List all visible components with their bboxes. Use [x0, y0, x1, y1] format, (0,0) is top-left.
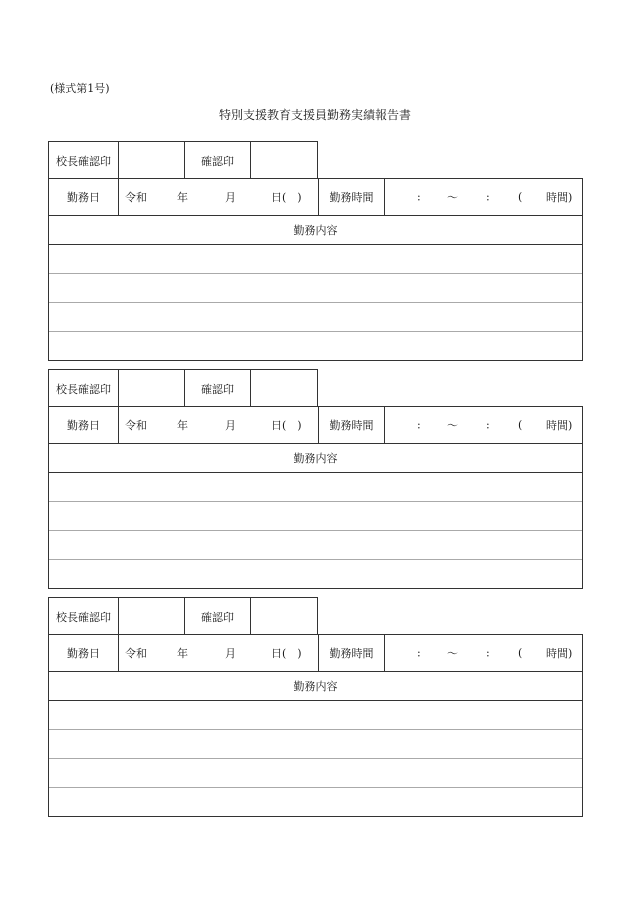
hours-open-paren: ( [518, 190, 523, 204]
report-table [48, 634, 583, 817]
era-label: 令和 [125, 191, 147, 204]
principal-confirm-label: 校長確認印 [49, 370, 119, 407]
principal-confirm-label: 校長確認印 [49, 598, 119, 635]
date-time-row [49, 179, 582, 216]
content-line[interactable] [49, 730, 582, 759]
confirm-label: 確認印 [185, 370, 251, 407]
end-colon: : [486, 190, 490, 204]
start-colon: : [417, 646, 421, 660]
hours-open-paren: ( [518, 418, 523, 432]
month-label: 月 [225, 419, 236, 432]
document-title: 特別支援教育支援員勤務実績報告書 [218, 108, 411, 122]
work-content-lines[interactable] [49, 473, 582, 588]
range-tilde: 〜 [447, 647, 458, 660]
confirm-label: 確認印 [185, 598, 251, 635]
day-label: 日( ) [271, 419, 302, 432]
work-content-lines[interactable] [49, 245, 582, 360]
content-line[interactable] [49, 332, 582, 360]
year-label: 年 [177, 191, 188, 204]
content-line[interactable] [49, 788, 582, 816]
work-date-field[interactable] [119, 407, 319, 443]
work-day-label: 勤務日 [49, 407, 119, 443]
work-hours-field[interactable] [385, 635, 582, 671]
content-line[interactable] [49, 303, 582, 332]
end-colon: : [486, 418, 490, 432]
end-colon: : [486, 646, 490, 660]
content-line[interactable] [49, 701, 582, 730]
range-tilde: 〜 [447, 191, 458, 204]
content-line[interactable] [49, 531, 582, 560]
work-hours-field[interactable] [385, 407, 582, 443]
day-label: 日( ) [271, 647, 302, 660]
work-date-field[interactable] [119, 179, 319, 215]
month-label: 月 [225, 191, 236, 204]
content-line[interactable] [49, 502, 582, 531]
approval-row [48, 597, 318, 635]
month-label: 月 [225, 647, 236, 660]
start-colon: : [417, 190, 421, 204]
year-label: 年 [177, 419, 188, 432]
work-hours-field[interactable] [385, 179, 582, 215]
work-content-header: 勤務内容 [49, 672, 582, 701]
date-time-row [49, 407, 582, 444]
confirm-stamp-box[interactable] [251, 142, 317, 179]
work-day-label: 勤務日 [49, 179, 119, 215]
range-tilde: 〜 [447, 419, 458, 432]
work-hours-label: 勤務時間 [319, 635, 385, 671]
confirm-stamp-box[interactable] [251, 370, 317, 407]
content-line[interactable] [49, 560, 582, 588]
content-line[interactable] [49, 473, 582, 502]
work-content-header: 勤務内容 [49, 444, 582, 473]
work-date-field[interactable] [119, 635, 319, 671]
hours-close-label: 時間) [546, 647, 573, 660]
principal-stamp-box[interactable] [119, 598, 185, 635]
principal-stamp-box[interactable] [119, 142, 185, 179]
confirm-stamp-box[interactable] [251, 598, 317, 635]
principal-confirm-label: 校長確認印 [49, 142, 119, 179]
hours-close-label: 時間) [546, 191, 573, 204]
report-table [48, 178, 583, 361]
work-content-lines[interactable] [49, 701, 582, 816]
start-colon: : [417, 418, 421, 432]
era-label: 令和 [125, 419, 147, 432]
approval-row [48, 141, 318, 179]
work-content-header: 勤務内容 [49, 216, 582, 245]
content-line[interactable] [49, 759, 582, 788]
confirm-label: 確認印 [185, 142, 251, 179]
content-line[interactable] [49, 245, 582, 274]
work-hours-label: 勤務時間 [319, 179, 385, 215]
work-day-label: 勤務日 [49, 635, 119, 671]
hours-close-label: 時間) [546, 419, 573, 432]
day-label: 日( ) [271, 191, 302, 204]
year-label: 年 [177, 647, 188, 660]
principal-stamp-box[interactable] [119, 370, 185, 407]
hours-open-paren: ( [518, 646, 523, 660]
content-line[interactable] [49, 274, 582, 303]
report-table [48, 406, 583, 589]
era-label: 令和 [125, 647, 147, 660]
approval-row [48, 369, 318, 407]
form-number: (様式第1号) [50, 82, 110, 95]
date-time-row [49, 635, 582, 672]
work-hours-label: 勤務時間 [319, 407, 385, 443]
